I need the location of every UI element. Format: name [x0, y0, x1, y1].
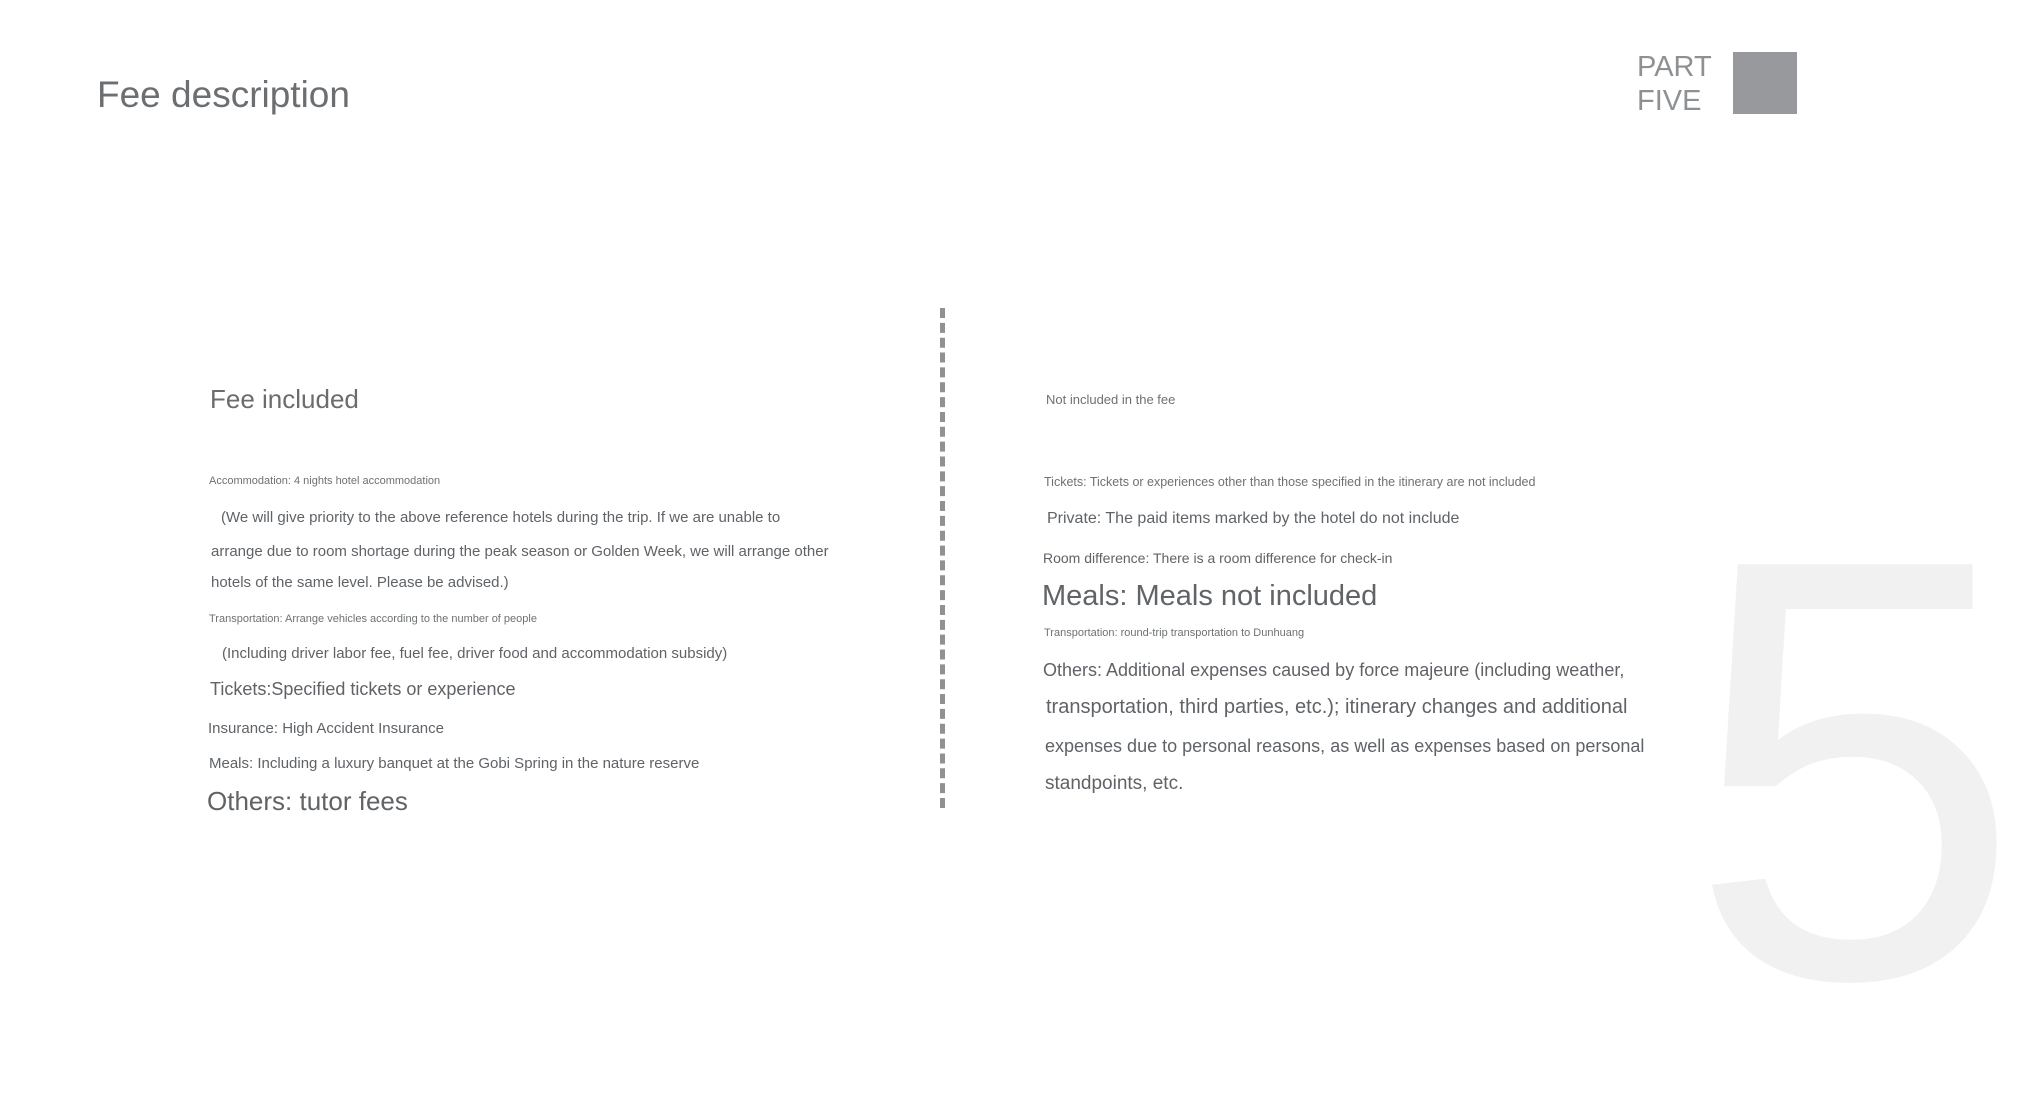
fee-included-heading: Fee included [210, 384, 359, 414]
included-transportation-note: (Including driver labor fee, fuel fee, driver food and accommodation subsidy) [222, 645, 728, 662]
excluded-tickets: Tickets: Tickets or experiences other than those specified in the itinerary are not included [1044, 475, 1536, 489]
included-accommodation-note-line1: (We will give priority to the above reference hotels during the trip. If we are unable to [221, 509, 781, 526]
included-transportation: Transportation: Arrange vehicles according to the number of people [209, 613, 537, 625]
section-number-watermark: 5 [1688, 435, 2022, 1105]
part-marker-square [1733, 52, 1797, 114]
excluded-private: Private: The paid items marked by the hotel do not include [1047, 510, 1460, 527]
excluded-room-difference: Room difference: There is a room difference for check-in [1043, 550, 1393, 566]
page-title: Fee description [97, 74, 350, 115]
excluded-others-line3: expenses due to personal reasons, as well as expenses based on personal [1045, 736, 1645, 756]
included-accommodation: Accommodation: 4 nights hotel accommodation [209, 475, 441, 487]
column-divider [940, 308, 945, 808]
excluded-meals: Meals: Meals not included [1042, 580, 1378, 612]
included-accommodation-note-line2: arrange due to room shortage during the peak season or Golden Week, we will arrange other [211, 543, 829, 560]
not-included-heading: Not included in the fee [1046, 392, 1176, 407]
part-label-line2: FIVE [1637, 85, 1702, 117]
included-insurance: Insurance: High Accident Insurance [208, 720, 444, 737]
included-meals: Meals: Including a luxury banquet at the Gobi Spring in the nature reserve [209, 755, 700, 772]
included-others: Others: tutor fees [207, 786, 408, 816]
included-tickets: Tickets:Specified tickets or experience [210, 679, 516, 699]
included-accommodation-note-line3: hotels of the same level. Please be advised.) [211, 574, 509, 591]
part-label [1637, 50, 1712, 118]
excluded-transportation: Transportation: round-trip transportation to Dunhuang [1044, 627, 1305, 639]
excluded-others-line4: standpoints, etc. [1045, 773, 1184, 794]
excluded-others-line1: Others: Additional expenses caused by force majeure (including weather, [1043, 660, 1625, 680]
excluded-others-line2: transportation, third parties, etc.); itinerary changes and additional [1046, 696, 1628, 718]
part-label-line1: PART [1637, 51, 1712, 83]
